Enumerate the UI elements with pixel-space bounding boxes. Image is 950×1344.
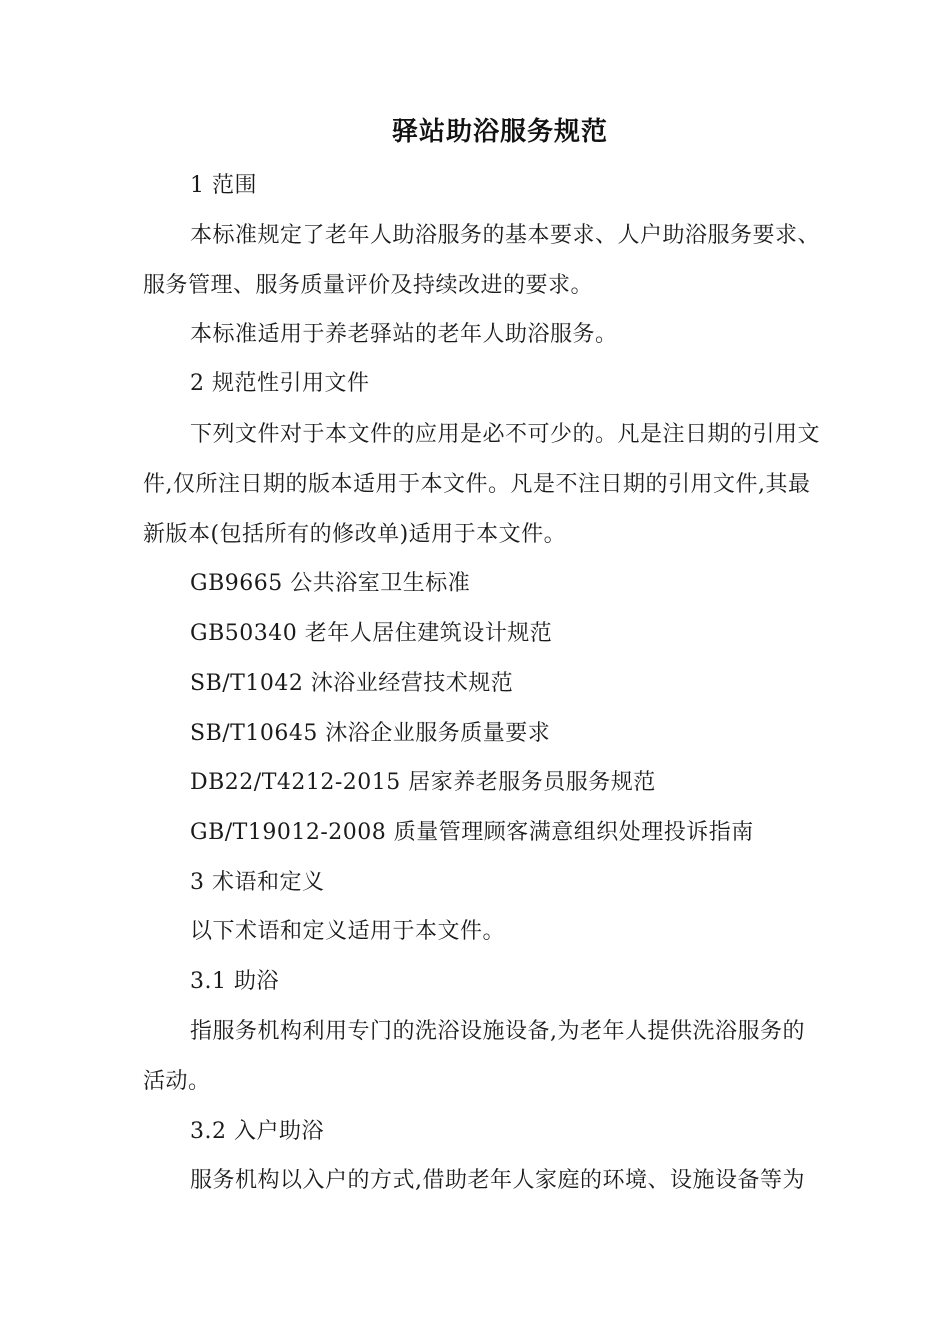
subsection-heading: 3.1 助浴	[190, 969, 279, 994]
reference-item: SB/T1042 沐浴业经营技术规范	[190, 671, 514, 696]
paragraph-line: 活动。	[143, 1069, 211, 1094]
paragraph-line: 新版本(包括所有的修改单)适用于本文件。	[143, 522, 567, 547]
reference-item: GB/T19012-2008 质量管理顾客满意组织处理投诉指南	[190, 820, 754, 845]
paragraph-line: 本标准适用于养老驿站的老年人助浴服务。	[190, 322, 618, 347]
paragraph-line: 下列文件对于本文件的应用是必不可少的。凡是注日期的引用文	[190, 422, 821, 447]
reference-item: DB22/T4212-2015 居家养老服务员服务规范	[190, 770, 656, 795]
paragraph-line: 件,仅所注日期的版本适用于本文件。凡是不注日期的引用文件,其最	[143, 472, 811, 497]
reference-item: GB50340 老年人居住建筑设计规范	[190, 621, 553, 646]
reference-item: GB9665 公共浴室卫生标准	[190, 571, 471, 596]
section-heading-scope: 1 范围	[190, 173, 257, 198]
paragraph-line: 服务管理、服务质量评价及持续改进的要求。	[143, 273, 594, 298]
document-title: 驿站助浴服务规范	[391, 117, 608, 147]
paragraph-line: 以下术语和定义适用于本文件。	[190, 919, 506, 944]
subsection-heading: 3.2 入户助浴	[190, 1119, 324, 1144]
section-heading-references: 2 规范性引用文件	[190, 371, 370, 396]
reference-item: SB/T10645 沐浴企业服务质量要求	[190, 721, 551, 746]
paragraph-line: 本标准规定了老年人助浴服务的基本要求、人户助浴服务要求、	[190, 223, 821, 248]
paragraph-line: 服务机构以入户的方式,借助老年人家庭的环境、设施设备等为	[190, 1168, 805, 1193]
paragraph-line: 指服务机构利用专门的洗浴设施设备,为老年人提供洗浴服务的	[190, 1019, 805, 1044]
section-heading-terms: 3 术语和定义	[190, 870, 325, 895]
